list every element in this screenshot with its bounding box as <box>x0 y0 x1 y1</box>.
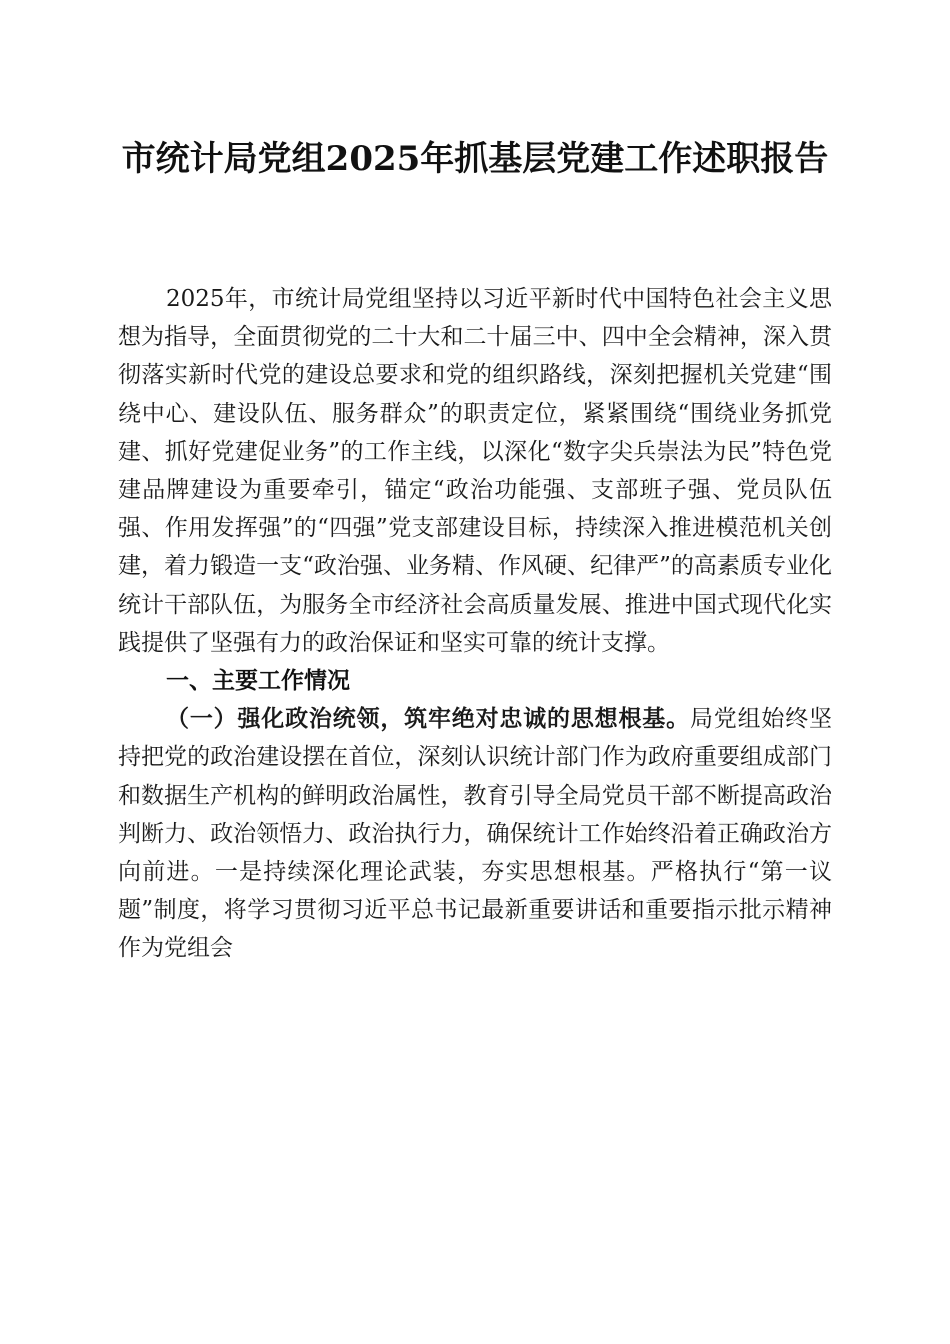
subsection-lead-1: （一）强化政治统领，筑牢绝对忠诚的思想根基。 <box>166 705 690 733</box>
subsection-paragraph-1 <box>118 700 832 967</box>
document-body <box>118 280 832 968</box>
document-title: 市统计局党组2025年抓基层党建工作述职报告 <box>121 139 829 179</box>
subsection-body-1: 局党组始终坚持把党的政治建设摆在首位，深刻认识统计部门作为政府重要组成部门和数据生产机构的鲜明政治属性，教育引导全局党员干部不断提高政治判断力、政治领悟力、政治执行力，确保统计工作始终沿着正确政治方向前进。一是持续深化理论武装，夯实思想根基。严格执行“第一议题”制度，将学习贯彻习近平总书记最新重要讲话和重要指示批示精神作为党组会 <box>118 706 833 962</box>
section-heading-main-work: 一、主要工作情况 <box>166 668 350 695</box>
intro-paragraph: 2025年，市统计局党组坚持以习近平新时代中国特色社会主义思想为指导，全面贯彻党的二十大和二十届三中、四中全会精神，深入贯彻落实新时代党的建设总要求和党的组织路线，深刻把握机关党建“围绕中心、建设队伍、服务群众”的职责定位，紧紧围绕“围绕业务抓党建、抓好党建促业务”的工作主线，以深化“数字尖兵崇法为民”特色党建品牌建设为重要牵引，锚定“政治功能强、支部班子强、党员队伍强、作用发挥强”的“四强”党支部建设目标，持续深入推进模范机关创建，着力锻造一支“政治强、业务精、作风硬、纪律严”的高素质专业化统计干部队伍，为服务全市经济社会高质量发展、推进中国式现代化实践提供了坚强有力的政治保证和坚实可靠的统计支撑。 <box>118 286 832 656</box>
